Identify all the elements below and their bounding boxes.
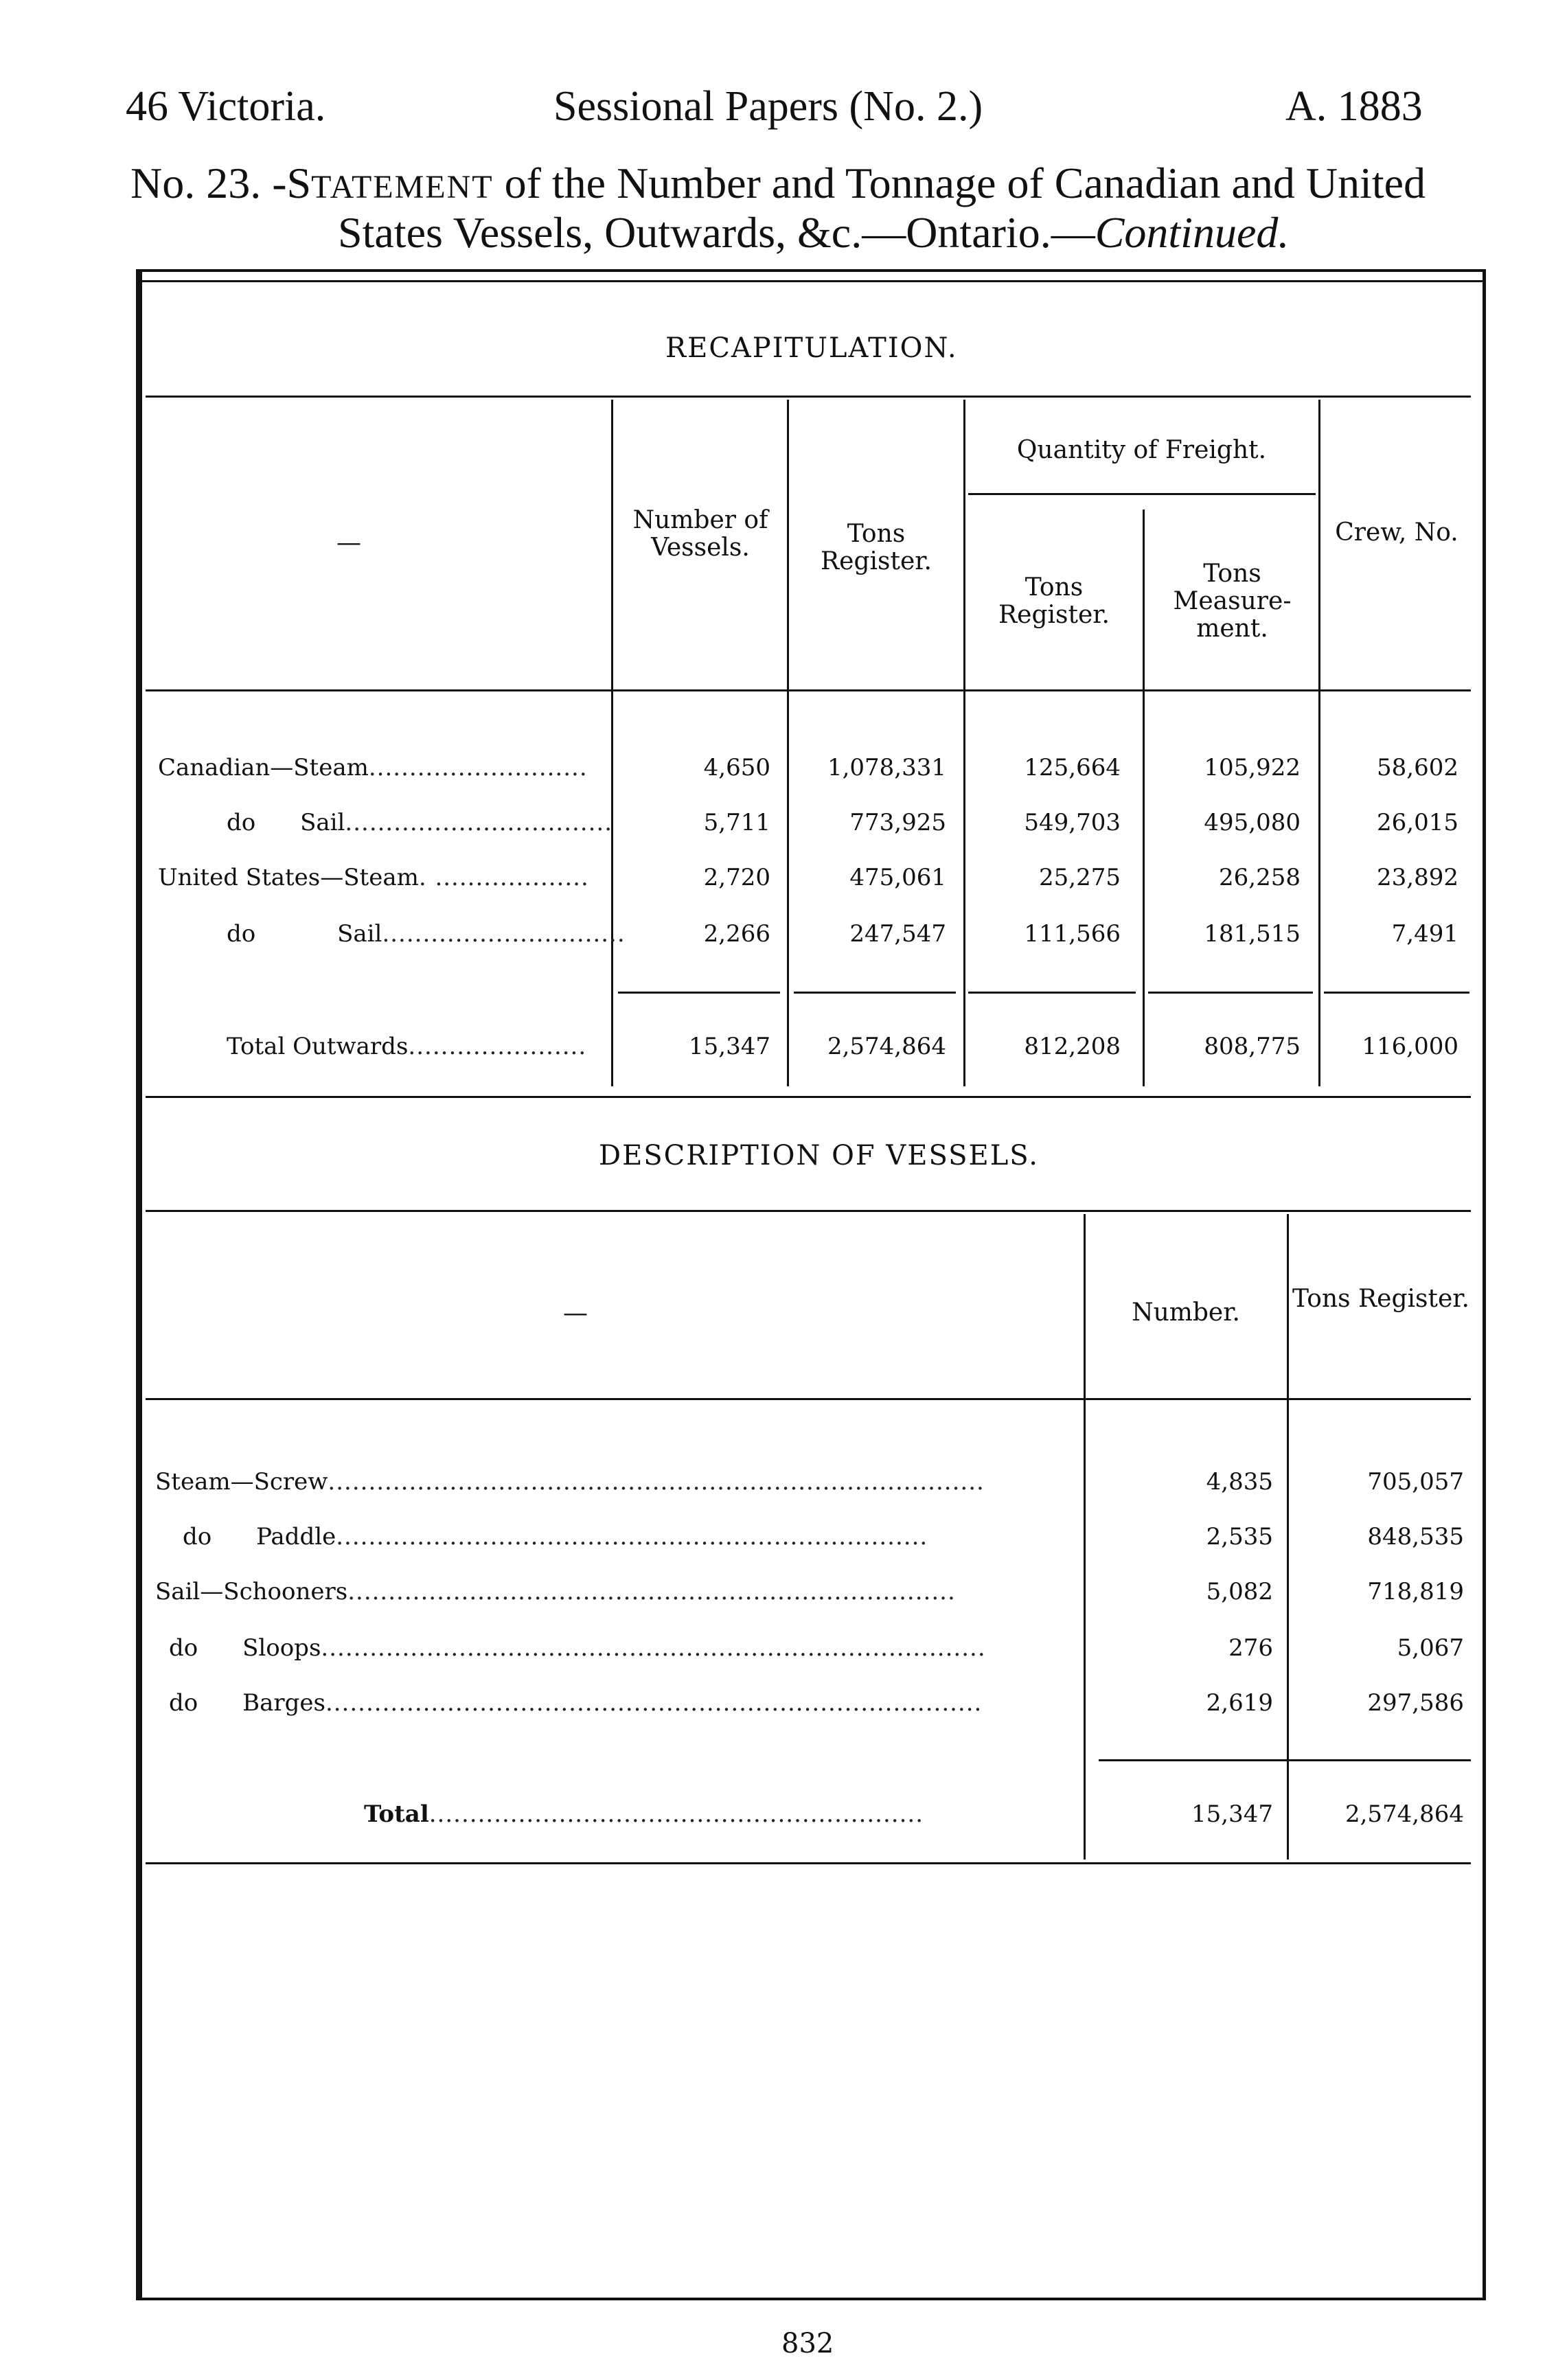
description-cell-number: 276 — [1228, 1634, 1273, 1662]
recap-total-crew: 116,000 — [1362, 1033, 1458, 1060]
description-total-number: 15,347 — [1191, 1800, 1273, 1828]
description-cell-number: 2,619 — [1206, 1689, 1273, 1717]
recap-total-freight-measurement: 808,775 — [1204, 1033, 1301, 1060]
description-cell-tons: 297,586 — [1367, 1689, 1464, 1717]
recap-cell-crew: 58,602 — [1377, 754, 1458, 781]
description-row-label: do Sloops.................................................................................. — [169, 1634, 986, 1662]
description-total-rule — [1099, 1759, 1471, 1761]
recap-heading: RECAPITULATION. — [665, 332, 958, 364]
col-freight-tons-measurement: Tons Measure- ment. — [1173, 560, 1292, 643]
recap-col-divider-5 — [1318, 400, 1320, 1086]
recap-bottom-rule — [146, 1096, 1471, 1098]
col-description-tons-register: Tons Register. — [1292, 1285, 1469, 1313]
col-number: Number. — [1132, 1298, 1240, 1327]
recap-cell-tons: 773,925 — [849, 809, 946, 836]
recap-total-rule — [794, 992, 956, 994]
col-crew: Crew, No. — [1335, 518, 1458, 547]
recap-total-rule — [1148, 992, 1313, 994]
title-statement-rest: TATEMENT — [311, 169, 494, 205]
recap-cell-vessels: 5,711 — [703, 809, 770, 836]
recap-cell-crew: 7,491 — [1391, 920, 1458, 948]
col-number-of-vessels: Number of Vessels. — [632, 506, 768, 562]
recap-cell-vessels: 4,650 — [703, 754, 770, 781]
description-cell-tons: 5,067 — [1397, 1634, 1464, 1662]
title-line1-rest: of the Number and Tonnage of Canadian and United — [504, 159, 1426, 207]
description-cell-tons: 718,819 — [1367, 1578, 1464, 1605]
recap-col-divider-3 — [963, 400, 965, 1086]
header-year: A. 1883 — [1285, 83, 1423, 130]
description-row-label: Sail—Schooners........................................................................... — [155, 1578, 956, 1605]
recap-total-tons: 2,574,864 — [827, 1033, 946, 1060]
recap-row-label: United States—Steam. ................... — [158, 864, 589, 891]
recap-total-vessels: 15,347 — [689, 1033, 770, 1060]
recap-cell-freight-measurement: 181,515 — [1204, 920, 1301, 948]
description-cell-tons: 705,057 — [1367, 1468, 1464, 1496]
recap-cell-freight-register: 111,566 — [1024, 920, 1121, 948]
recap-top-rule — [146, 396, 1471, 398]
description-row-label: do Paddle......................................................................... — [183, 1523, 928, 1551]
recap-cell-freight-register: 25,275 — [1039, 864, 1121, 891]
title-line2-italic: Continued. — [1095, 208, 1290, 257]
description-heading: DESCRIPTION OF VESSELS. — [599, 1140, 1039, 1171]
description-header-rule — [146, 1398, 1471, 1400]
recap-total-label: Total Outwards...................... — [227, 1033, 587, 1060]
recap-total-freight-register: 812,208 — [1024, 1033, 1121, 1060]
recap-cell-crew: 23,892 — [1377, 864, 1458, 891]
recap-total-rule — [1324, 992, 1469, 994]
description-cell-tons: 848,535 — [1367, 1523, 1464, 1551]
description-row-label: Steam—Screw................................................................................. — [155, 1468, 985, 1496]
title-number: No. 23. — [130, 159, 262, 207]
recap-total-rule — [968, 992, 1136, 994]
recap-cell-freight-measurement: 26,258 — [1219, 864, 1301, 891]
recap-col-divider-4 — [1143, 510, 1145, 1086]
title-dash: - — [272, 159, 287, 207]
recap-total-rule — [618, 992, 780, 994]
title-line2-plain: States Vessels, Outwards, &c.—Ontario.— — [338, 208, 1095, 257]
recap-cell-freight-register: 125,664 — [1024, 754, 1121, 781]
recap-cell-freight-measurement: 495,080 — [1204, 809, 1301, 836]
description-col-divider-2 — [1287, 1214, 1289, 1860]
recap-cell-crew: 26,015 — [1377, 809, 1458, 836]
page-subtitle — [338, 207, 1289, 258]
col-freight-tons-register: Tons Register. — [998, 573, 1110, 629]
recap-cell-vessels: 2,266 — [703, 920, 770, 948]
description-total-label: Total............................................................. — [364, 1800, 924, 1828]
description-cell-number: 5,082 — [1206, 1578, 1273, 1605]
recap-row-label: Canadian—Steam........................... — [158, 754, 588, 781]
recap-cell-tons: 475,061 — [849, 864, 946, 891]
header-session: 46 Victoria. — [126, 83, 326, 130]
recap-blank-header: — — [336, 529, 361, 557]
title-statement-initial: S — [286, 159, 312, 207]
freight-group-rule — [968, 493, 1316, 495]
recap-col-divider-2 — [787, 400, 789, 1086]
recap-cell-freight-register: 549,703 — [1024, 809, 1121, 836]
recap-cell-freight-measurement: 105,922 — [1204, 754, 1301, 781]
recap-row-label: do Sail.............................. — [227, 920, 626, 948]
col-tons-register: Tons Register. — [821, 520, 932, 575]
recap-cell-tons: 1,078,331 — [827, 754, 946, 781]
col-quantity-of-freight: Quantity of Freight. — [1016, 436, 1267, 464]
description-col-divider-1 — [1084, 1214, 1086, 1860]
description-bottom-rule — [146, 1862, 1471, 1864]
recap-cell-vessels: 2,720 — [703, 864, 770, 891]
description-total-tons: 2,574,864 — [1344, 1800, 1464, 1828]
recap-col-divider-1 — [611, 400, 613, 1086]
recap-header-rule — [146, 689, 1471, 691]
frame-double-rule — [136, 280, 1483, 282]
header-publication: Sessional Papers (No. 2.) — [553, 83, 983, 130]
description-top-rule — [146, 1210, 1471, 1212]
page-number: 832 — [781, 2328, 834, 2359]
recap-row-label: do Sail................................. — [227, 809, 613, 836]
page-title — [130, 158, 1426, 209]
description-cell-number: 4,835 — [1206, 1468, 1273, 1496]
description-cell-number: 2,535 — [1206, 1523, 1273, 1551]
description-row-label: do Barges................................................................................. — [169, 1689, 983, 1717]
description-blank-header: — — [563, 1299, 588, 1327]
recap-cell-tons: 247,547 — [849, 920, 946, 948]
